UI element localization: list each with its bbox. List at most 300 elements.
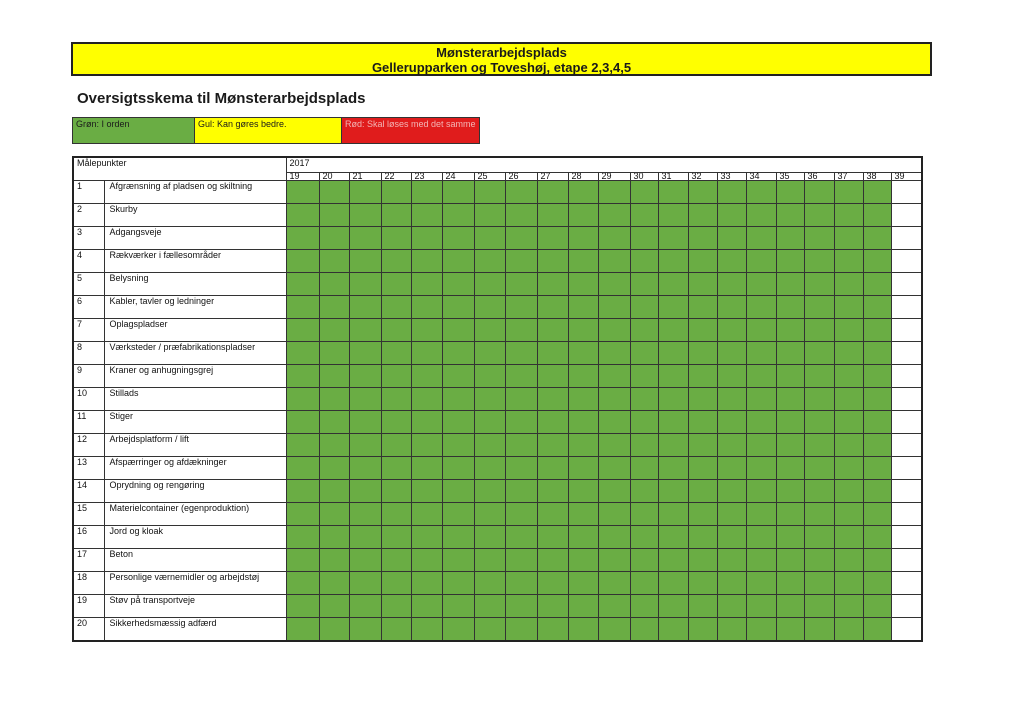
status-cell-green xyxy=(442,227,474,250)
status-cell-green xyxy=(598,250,630,273)
status-cell-green xyxy=(834,411,863,434)
status-cell-green xyxy=(286,572,319,595)
week-header: 24 xyxy=(442,173,474,181)
status-cell-green xyxy=(688,572,717,595)
status-cell-green xyxy=(776,250,804,273)
status-cell-green xyxy=(474,204,505,227)
title-banner xyxy=(71,42,932,76)
status-cell-green xyxy=(505,618,537,642)
status-cell-green xyxy=(630,457,658,480)
status-cell-green xyxy=(568,227,598,250)
status-cell-green xyxy=(537,457,568,480)
row-number: 18 xyxy=(73,572,104,595)
status-cell-green xyxy=(505,549,537,572)
status-cell-green xyxy=(349,227,381,250)
banner-subtitle: Gellerupparken og Toveshøj, etape 2,3,4,5 xyxy=(371,60,632,75)
status-cell-green xyxy=(746,296,776,319)
status-cell-green xyxy=(630,273,658,296)
status-cell-green xyxy=(286,618,319,642)
status-cell-green xyxy=(688,204,717,227)
status-cell-green xyxy=(381,365,411,388)
status-cell-green xyxy=(746,434,776,457)
status-cell-green xyxy=(474,273,505,296)
status-cell-green xyxy=(804,457,834,480)
legend-yellow: Gul: Kan gøres bedre. xyxy=(195,118,342,143)
status-cell-green xyxy=(505,572,537,595)
status-cell-green xyxy=(630,388,658,411)
status-cell-green xyxy=(505,457,537,480)
status-cell-green xyxy=(319,319,349,342)
status-legend xyxy=(72,117,480,144)
status-cell-green xyxy=(658,480,688,503)
status-cell-green xyxy=(537,572,568,595)
status-cell-green xyxy=(834,204,863,227)
status-cell-green xyxy=(286,526,319,549)
status-cell-green xyxy=(746,250,776,273)
status-cell-green xyxy=(411,181,442,204)
status-cell-empty xyxy=(891,503,922,526)
row-number: 19 xyxy=(73,595,104,618)
row-label: Skurby xyxy=(104,204,286,227)
row-label: Oplagspladser xyxy=(104,319,286,342)
status-cell-green xyxy=(804,618,834,642)
status-cell-green xyxy=(474,388,505,411)
status-cell-green xyxy=(537,296,568,319)
status-cell-green xyxy=(863,319,891,342)
status-cell-green xyxy=(286,181,319,204)
status-cell-green xyxy=(658,411,688,434)
status-cell-green xyxy=(776,204,804,227)
status-cell-green xyxy=(474,526,505,549)
status-cell-green xyxy=(411,273,442,296)
status-cell-green xyxy=(776,319,804,342)
status-cell-green xyxy=(804,296,834,319)
status-cell-green xyxy=(717,388,746,411)
status-cell-green xyxy=(537,526,568,549)
week-header: 22 xyxy=(381,173,411,181)
table-row xyxy=(73,388,922,411)
week-header: 38 xyxy=(863,173,891,181)
status-cell-green xyxy=(598,273,630,296)
status-cell-green xyxy=(381,595,411,618)
status-cell-green xyxy=(568,181,598,204)
status-cell-green xyxy=(349,342,381,365)
status-cell-green xyxy=(717,273,746,296)
status-cell-green xyxy=(411,480,442,503)
status-cell-green xyxy=(286,296,319,319)
status-cell-green xyxy=(658,250,688,273)
status-cell-green xyxy=(349,250,381,273)
status-cell-green xyxy=(319,342,349,365)
status-cell-green xyxy=(319,227,349,250)
status-cell-green xyxy=(863,618,891,642)
row-number: 1 xyxy=(73,181,104,204)
status-cell-green xyxy=(411,595,442,618)
row-number: 4 xyxy=(73,250,104,273)
status-cell-green xyxy=(286,549,319,572)
status-cell-green xyxy=(598,342,630,365)
table-row xyxy=(73,227,922,250)
status-cell-green xyxy=(776,457,804,480)
status-cell-green xyxy=(286,365,319,388)
status-cell-empty xyxy=(891,434,922,457)
status-cell-green xyxy=(630,503,658,526)
status-cell-green xyxy=(746,204,776,227)
status-cell-green xyxy=(746,480,776,503)
status-cell-green xyxy=(658,365,688,388)
status-cell-green xyxy=(319,388,349,411)
status-cell-green xyxy=(411,618,442,642)
status-cell-green xyxy=(381,480,411,503)
status-cell-green xyxy=(286,503,319,526)
status-cell-green xyxy=(804,549,834,572)
table-row xyxy=(73,296,922,319)
status-cell-green xyxy=(804,342,834,365)
status-cell-green xyxy=(776,526,804,549)
status-cell-green xyxy=(717,572,746,595)
status-cell-green xyxy=(286,388,319,411)
status-cell-green xyxy=(381,503,411,526)
status-cell-green xyxy=(474,342,505,365)
status-cell-green xyxy=(658,503,688,526)
table-row xyxy=(73,342,922,365)
status-cell-green xyxy=(442,250,474,273)
status-cell-green xyxy=(776,434,804,457)
status-cell-green xyxy=(442,526,474,549)
week-header: 36 xyxy=(804,173,834,181)
status-cell-green xyxy=(834,342,863,365)
status-cell-green xyxy=(598,227,630,250)
status-cell-green xyxy=(442,618,474,642)
table-row xyxy=(73,618,922,642)
status-cell-green xyxy=(746,618,776,642)
status-cell-green xyxy=(349,595,381,618)
status-cell-green xyxy=(411,319,442,342)
status-cell-empty xyxy=(891,618,922,642)
status-cell-green xyxy=(776,388,804,411)
row-label: Rækværker i fællesområder xyxy=(104,250,286,273)
status-cell-green xyxy=(688,273,717,296)
status-cell-green xyxy=(474,572,505,595)
status-cell-green xyxy=(688,434,717,457)
status-cell-green xyxy=(776,273,804,296)
status-cell-green xyxy=(381,572,411,595)
week-header: 25 xyxy=(474,173,505,181)
status-cell-green xyxy=(804,204,834,227)
status-cell-green xyxy=(349,204,381,227)
legend-green: Grøn: I orden xyxy=(73,118,195,143)
status-cell-green xyxy=(568,388,598,411)
status-cell-green xyxy=(442,342,474,365)
status-cell-green xyxy=(630,181,658,204)
status-cell-green xyxy=(658,319,688,342)
status-cell-green xyxy=(349,434,381,457)
status-cell-empty xyxy=(891,411,922,434)
status-cell-green xyxy=(776,342,804,365)
status-cell-empty xyxy=(891,181,922,204)
status-cell-green xyxy=(776,411,804,434)
status-cell-green xyxy=(834,227,863,250)
status-cell-green xyxy=(319,595,349,618)
status-cell-green xyxy=(658,273,688,296)
legend-red: Rød: Skal løses med det samme xyxy=(342,118,479,143)
row-number: 15 xyxy=(73,503,104,526)
table-row xyxy=(73,595,922,618)
status-cell-green xyxy=(286,457,319,480)
status-cell-green xyxy=(688,181,717,204)
status-cell-green xyxy=(537,204,568,227)
status-cell-green xyxy=(598,595,630,618)
status-cell-green xyxy=(319,434,349,457)
status-cell-green xyxy=(411,204,442,227)
status-cell-green xyxy=(717,618,746,642)
status-cell-green xyxy=(717,250,746,273)
status-cell-green xyxy=(598,296,630,319)
table-row xyxy=(73,319,922,342)
week-header: 30 xyxy=(630,173,658,181)
status-cell-green xyxy=(630,319,658,342)
table-row xyxy=(73,250,922,273)
status-cell-green xyxy=(411,526,442,549)
status-cell-green xyxy=(286,434,319,457)
status-cell-green xyxy=(319,618,349,642)
status-cell-green xyxy=(411,434,442,457)
status-cell-green xyxy=(319,526,349,549)
status-cell-green xyxy=(630,572,658,595)
status-cell-green xyxy=(505,595,537,618)
week-header: 35 xyxy=(776,173,804,181)
status-cell-green xyxy=(598,411,630,434)
status-cell-green xyxy=(658,296,688,319)
row-label: Belysning xyxy=(104,273,286,296)
status-cell-empty xyxy=(891,480,922,503)
status-cell-green xyxy=(688,618,717,642)
status-cell-green xyxy=(442,572,474,595)
status-cell-green xyxy=(286,342,319,365)
status-cell-green xyxy=(411,503,442,526)
status-cell-green xyxy=(776,296,804,319)
status-cell-green xyxy=(688,250,717,273)
status-cell-green xyxy=(834,526,863,549)
status-cell-green xyxy=(598,319,630,342)
status-cell-green xyxy=(658,388,688,411)
status-cell-green xyxy=(381,273,411,296)
week-header: 19 xyxy=(286,173,319,181)
status-cell-green xyxy=(381,250,411,273)
status-cell-green xyxy=(746,526,776,549)
status-cell-green xyxy=(442,503,474,526)
status-cell-green xyxy=(505,342,537,365)
week-header: 21 xyxy=(349,173,381,181)
table-row xyxy=(73,204,922,227)
status-cell-green xyxy=(568,618,598,642)
status-cell-green xyxy=(717,181,746,204)
row-number: 9 xyxy=(73,365,104,388)
status-cell-empty xyxy=(891,319,922,342)
status-cell-green xyxy=(746,572,776,595)
status-cell-green xyxy=(568,204,598,227)
week-header: 31 xyxy=(658,173,688,181)
status-cell-green xyxy=(319,457,349,480)
status-cell-green xyxy=(658,549,688,572)
row-label: Stiger xyxy=(104,411,286,434)
status-cell-green xyxy=(863,526,891,549)
status-cell-green xyxy=(442,457,474,480)
status-cell-green xyxy=(381,411,411,434)
row-number: 13 xyxy=(73,457,104,480)
status-cell-green xyxy=(568,457,598,480)
status-cell-green xyxy=(442,204,474,227)
status-cell-green xyxy=(505,273,537,296)
status-cell-green xyxy=(319,365,349,388)
status-cell-green xyxy=(630,595,658,618)
status-cell-green xyxy=(505,526,537,549)
row-number: 17 xyxy=(73,549,104,572)
status-cell-green xyxy=(319,181,349,204)
status-cell-green xyxy=(746,273,776,296)
status-cell-green xyxy=(717,342,746,365)
status-cell-green xyxy=(776,503,804,526)
status-cell-green xyxy=(630,365,658,388)
status-cell-green xyxy=(717,204,746,227)
status-cell-green xyxy=(717,319,746,342)
status-cell-green xyxy=(688,365,717,388)
status-cell-green xyxy=(688,503,717,526)
status-cell-green xyxy=(863,434,891,457)
row-label: Beton xyxy=(104,549,286,572)
row-number: 7 xyxy=(73,319,104,342)
status-cell-empty xyxy=(891,526,922,549)
status-cell-green xyxy=(834,549,863,572)
status-cell-green xyxy=(688,296,717,319)
row-label: Afspærringer og afdækninger xyxy=(104,457,286,480)
status-cell-green xyxy=(717,365,746,388)
status-cell-green xyxy=(863,204,891,227)
status-cell-green xyxy=(658,572,688,595)
status-cell-green xyxy=(474,480,505,503)
table-row xyxy=(73,503,922,526)
status-cell-green xyxy=(442,549,474,572)
status-cell-green xyxy=(411,342,442,365)
status-cell-green xyxy=(630,296,658,319)
status-cell-green xyxy=(319,204,349,227)
status-cell-green xyxy=(286,273,319,296)
status-cell-green xyxy=(442,388,474,411)
status-cell-green xyxy=(863,480,891,503)
status-cell-green xyxy=(537,434,568,457)
status-cell-green xyxy=(804,595,834,618)
status-cell-green xyxy=(863,273,891,296)
status-cell-green xyxy=(505,296,537,319)
status-cell-green xyxy=(505,365,537,388)
status-cell-green xyxy=(286,411,319,434)
status-cell-green xyxy=(381,204,411,227)
status-cell-green xyxy=(381,434,411,457)
status-cell-green xyxy=(537,273,568,296)
status-cell-green xyxy=(746,549,776,572)
status-cell-green xyxy=(863,365,891,388)
status-cell-green xyxy=(834,618,863,642)
status-cell-green xyxy=(286,480,319,503)
status-cell-green xyxy=(411,411,442,434)
status-cell-green xyxy=(746,595,776,618)
status-cell-green xyxy=(688,480,717,503)
status-cell-green xyxy=(630,618,658,642)
status-cell-green xyxy=(717,549,746,572)
status-cell-green xyxy=(688,549,717,572)
table-row xyxy=(73,273,922,296)
status-cell-green xyxy=(474,595,505,618)
status-cell-green xyxy=(658,434,688,457)
status-cell-green xyxy=(474,250,505,273)
row-label: Sikkerhedsmæssig adfærd xyxy=(104,618,286,642)
status-cell-green xyxy=(381,296,411,319)
status-cell-green xyxy=(598,388,630,411)
week-header: 34 xyxy=(746,173,776,181)
status-cell-green xyxy=(349,572,381,595)
status-cell-green xyxy=(319,250,349,273)
status-cell-green xyxy=(598,204,630,227)
status-cell-green xyxy=(442,296,474,319)
page-heading: Oversigtsskema til Mønsterarbejdsplads xyxy=(77,90,366,107)
status-cell-green xyxy=(411,296,442,319)
status-cell-green xyxy=(568,572,598,595)
table-row xyxy=(73,572,922,595)
status-cell-green xyxy=(442,480,474,503)
status-cell-green xyxy=(834,388,863,411)
status-cell-green xyxy=(746,503,776,526)
row-number: 11 xyxy=(73,411,104,434)
week-header: 23 xyxy=(411,173,442,181)
status-cell-green xyxy=(598,434,630,457)
status-cell-green xyxy=(717,296,746,319)
banner-title: Mønsterarbejdsplads xyxy=(436,45,567,60)
status-cell-green xyxy=(804,411,834,434)
status-cell-green xyxy=(863,181,891,204)
status-cell-green xyxy=(349,618,381,642)
status-cell-green xyxy=(804,434,834,457)
status-cell-green xyxy=(746,227,776,250)
status-cell-green xyxy=(598,572,630,595)
status-cell-green xyxy=(568,434,598,457)
column-header-label: Målepunkter xyxy=(73,157,286,181)
status-cell-green xyxy=(349,273,381,296)
status-cell-green xyxy=(776,480,804,503)
status-cell-green xyxy=(381,342,411,365)
row-number: 16 xyxy=(73,526,104,549)
status-cell-green xyxy=(688,411,717,434)
status-cell-green xyxy=(349,457,381,480)
status-cell-green xyxy=(776,595,804,618)
status-cell-green xyxy=(834,457,863,480)
status-cell-green xyxy=(381,319,411,342)
status-cell-green xyxy=(776,365,804,388)
status-cell-green xyxy=(505,250,537,273)
status-cell-green xyxy=(717,434,746,457)
status-cell-green xyxy=(658,181,688,204)
status-cell-green xyxy=(537,480,568,503)
status-cell-green xyxy=(505,503,537,526)
status-cell-green xyxy=(286,227,319,250)
status-cell-green xyxy=(568,480,598,503)
status-cell-green xyxy=(505,388,537,411)
status-cell-green xyxy=(411,227,442,250)
status-cell-green xyxy=(717,227,746,250)
status-cell-green xyxy=(568,365,598,388)
week-header: 33 xyxy=(717,173,746,181)
status-cell-green xyxy=(804,181,834,204)
status-cell-green xyxy=(776,227,804,250)
